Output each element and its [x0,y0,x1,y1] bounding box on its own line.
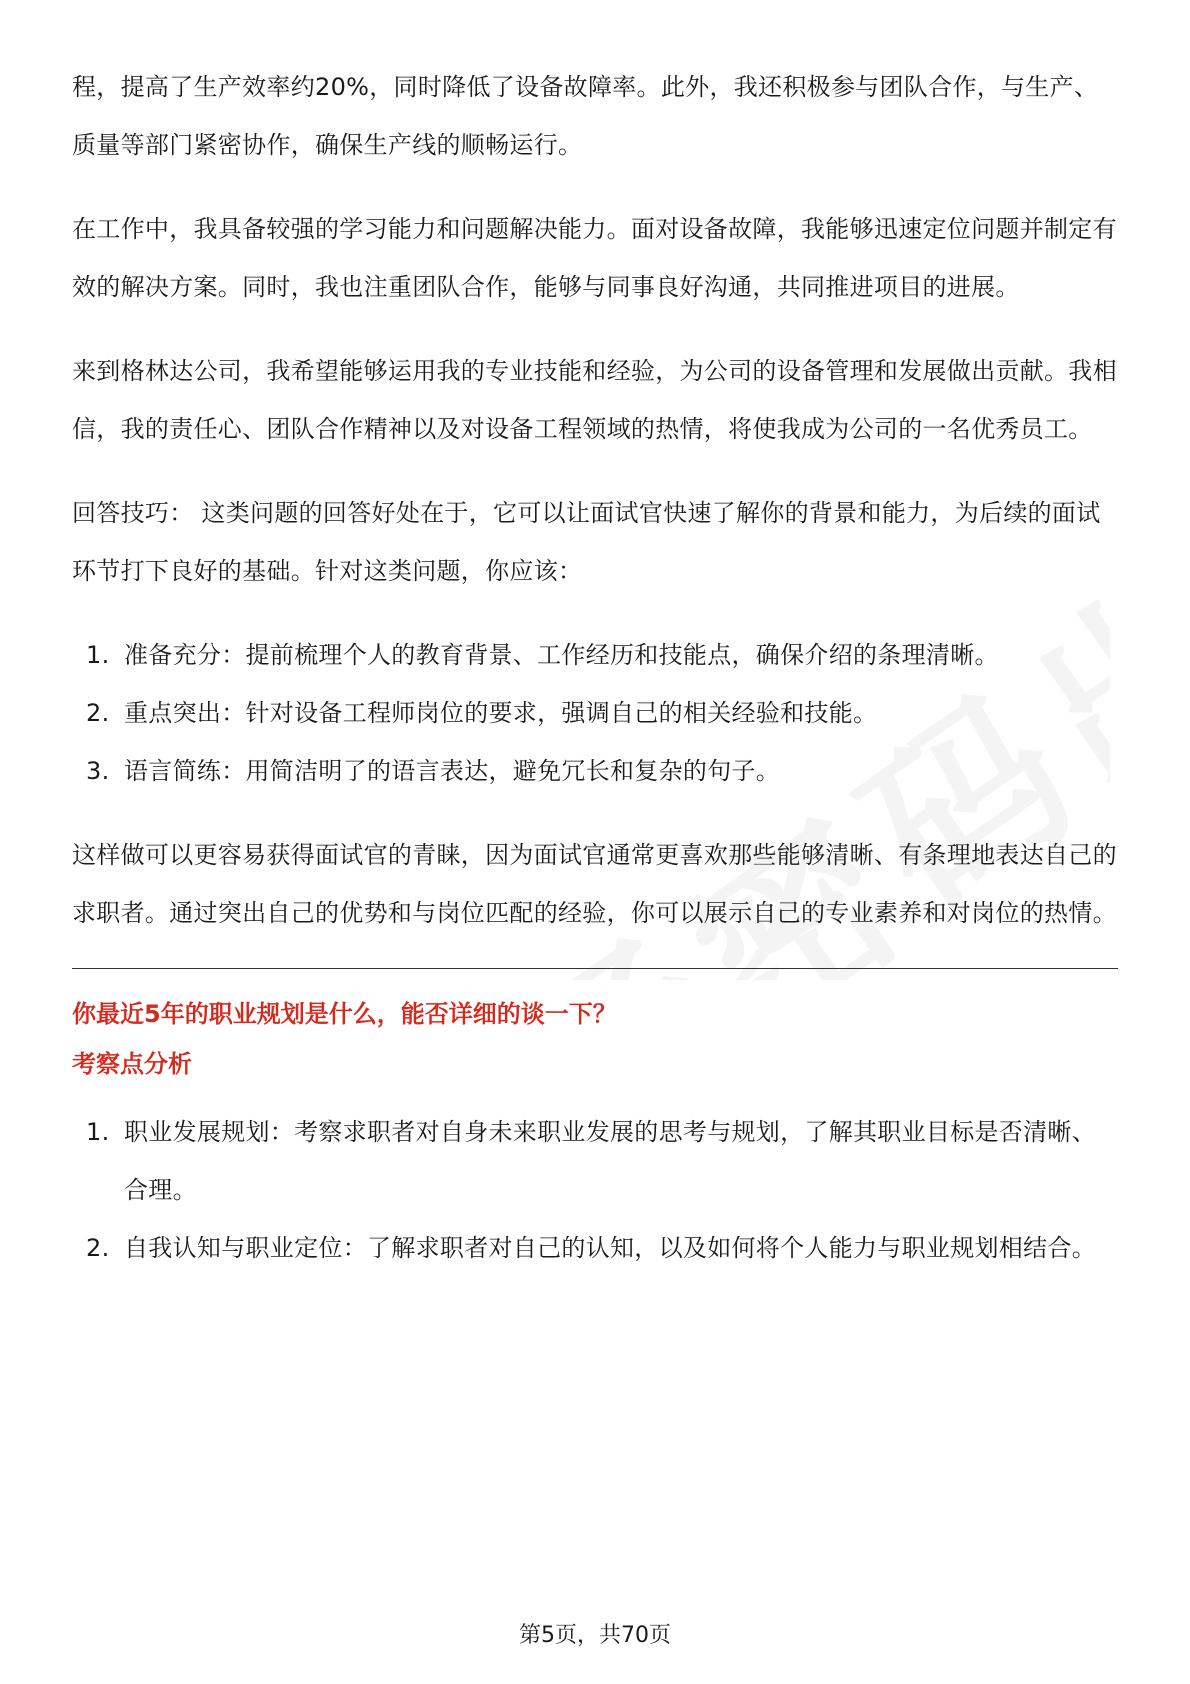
list-text: 语言简练：用简洁明了的语言表达，避免冗长和复杂的句子。 [124,757,781,785]
tips-list [72,626,1118,800]
paragraph: 在工作中，我具备较强的学习能力和问题解决能力。面对设备故障，我能够迅速定位问题并制定有效的解决方案。同时，我也注重团队合作，能够与同事良好沟通，共同推进项目的进展。 [72,215,1117,301]
page-content [72,58,1118,1303]
section-divider [72,968,1118,969]
paragraph: 来到格林达公司，我希望能够运用我的专业技能和经验，为公司的设备管理和发展做出贡献。我相信，我的责任心、团队合作精神以及对设备工程领域的热情，将使我成为公司的一名优秀员工。 [72,357,1117,443]
list-item [72,684,1118,742]
list-item [72,626,1118,684]
analysis-list [72,1103,1118,1277]
page-footer: 第5页，共70页 [519,1623,671,1648]
analysis-heading: 考察点分析 [72,1050,192,1078]
closing-paragraph: 这样做可以更容易获得面试官的青睐，因为面试官通常更喜欢那些能够清晰、有条理地表达自己的求职者。通过突出自己的优势和与岗位匹配的经验，你可以展示自己的专业素养和对岗位的热情。 [72,841,1117,927]
list-number: 2. [86,699,110,727]
list-text: 准备充分：提前梳理个人的教育背景、工作经历和技能点，确保介绍的条理清晰。 [124,641,999,669]
list-text: 自我认知与职业定位：了解求职者对自己的认知，以及如何将个人能力与职业规划相结合。 [124,1234,1096,1262]
list-text: 重点突出：针对设备工程师岗位的要求，强调自己的相关经验和技能。 [124,699,878,727]
list-item [72,1103,1118,1219]
list-number: 1. [86,1118,110,1146]
list-text: 职业发展规划：考察求职者对自身未来职业发展的思考与规划，了解其职业目标是否清晰、合理。 [124,1118,1096,1204]
list-number: 3. [86,757,110,785]
answer-tips-paragraph: 回答技巧： 这类问题的回答好处在于，它可以让面试官快速了解你的背景和能力，为后续的面试环节打下良好的基础。针对这类问题，你应该： [72,499,1101,585]
paragraph: 程，提高了生产效率约20%，同时降低了设备故障率。此外，我还积极参与团队合作，与生产、质量等部门紧密协作，确保生产线的顺畅运行。 [72,73,1099,159]
question-heading: 你最近5年的职业规划是什么，能否详细的谈一下？ [72,1000,617,1028]
list-number: 2. [86,1234,110,1262]
list-number: 1. [86,641,110,669]
list-item [72,742,1118,800]
list-item [72,1219,1118,1277]
